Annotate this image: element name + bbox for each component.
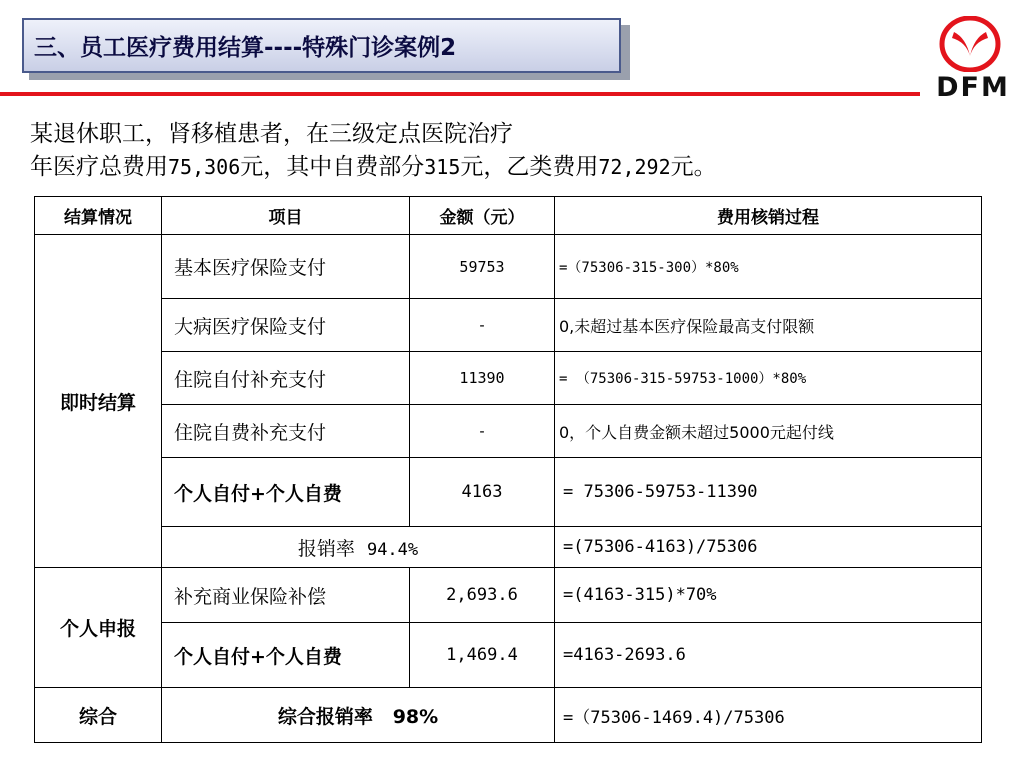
process-cell: =（75306-1469.4)/75306 [555, 688, 982, 743]
item-cell: 个人自付+个人自费 [162, 458, 410, 527]
process-cell: =（75306-315-300）*80% [555, 235, 982, 299]
case-line-2: 年医疗总费用75,306元，其中自费部分315元，乙类费用72,292元。 [30, 154, 717, 180]
settlement-table [34, 196, 982, 743]
process-cell: 0，个人自费金额未超过5000元起付线 [555, 405, 982, 458]
amount-cell: 4163 [410, 458, 555, 527]
amount-cell: 1,469.4 [410, 623, 555, 688]
header-cell: 项目 [162, 197, 410, 235]
dfm-logo-icon [936, 16, 1004, 72]
rate-cell: 综合报销率 98% [162, 688, 555, 743]
group-label-self-report: 个人申报 [35, 568, 162, 688]
table-row [35, 458, 982, 527]
page-title [22, 18, 621, 73]
process-cell: = （75306-315-59753-1000）*80% [555, 352, 982, 405]
item-cell: 基本医疗保险支付 [162, 235, 410, 299]
dfm-logo-text: DFM [936, 72, 1010, 103]
case-description [30, 118, 717, 184]
table-row [35, 405, 982, 458]
table-row [35, 623, 982, 688]
item-cell: 大病医疗保险支付 [162, 299, 410, 352]
process-cell: 0,未超过基本医疗保险最高支付限额 [555, 299, 982, 352]
amount-cell: - [410, 299, 555, 352]
item-cell: 补充商业保险补偿 [162, 568, 410, 623]
item-cell: 住院自付补充支付 [162, 352, 410, 405]
header-cell: 金额（元） [410, 197, 555, 235]
group-label-instant: 即时结算 [35, 235, 162, 568]
amount-cell: 59753 [410, 235, 555, 299]
header-cell: 费用核销过程 [555, 197, 982, 235]
table-header-row [35, 197, 982, 235]
case-line-1: 某退休职工，肾移植患者，在三级定点医院治疗 [30, 121, 513, 147]
group-label-overall: 综合 [35, 688, 162, 743]
amount-cell: - [410, 405, 555, 458]
table-row [35, 299, 982, 352]
header-cell: 结算情况 [35, 197, 162, 235]
table-row [35, 527, 982, 568]
table-row [35, 568, 982, 623]
table-row [35, 352, 982, 405]
header-divider [0, 92, 920, 96]
item-cell: 住院自费补充支付 [162, 405, 410, 458]
process-cell: =(75306-4163)/75306 [555, 527, 982, 568]
amount-cell: 11390 [410, 352, 555, 405]
table-row [35, 235, 982, 299]
rate-cell: 报销率 94.4% [162, 527, 555, 568]
page-title-text: 三、员工医疗费用结算----特殊门诊案例2 [34, 35, 457, 61]
process-cell: = 75306-59753-11390 [555, 458, 982, 527]
table-row [35, 688, 982, 743]
process-cell: =4163-2693.6 [555, 623, 982, 688]
process-cell: =(4163-315)*70% [555, 568, 982, 623]
amount-cell: 2,693.6 [410, 568, 555, 623]
item-cell: 个人自付+个人自费 [162, 623, 410, 688]
